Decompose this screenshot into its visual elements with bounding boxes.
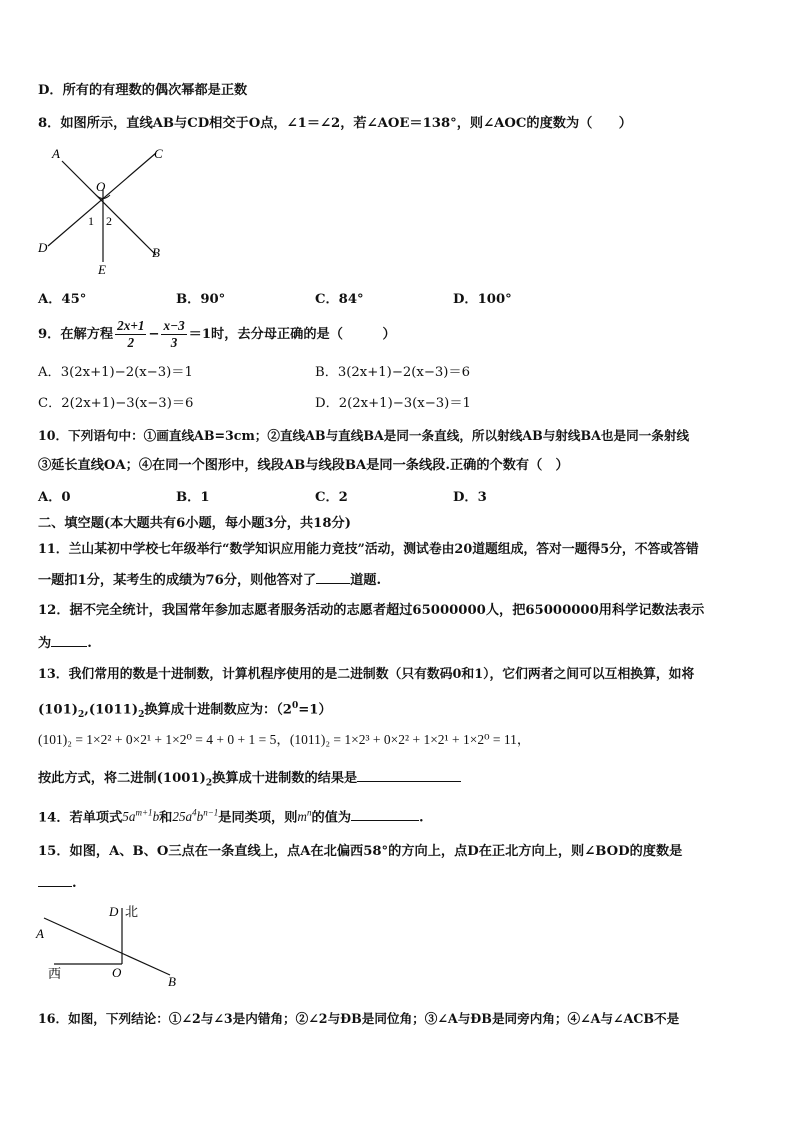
label-a: A [36,926,44,941]
q14-m2b-sup: n−1 [203,808,219,818]
q14-m2b: b [196,809,204,825]
q7-option-d: D．所有的有理数的偶次幂都是正数 [38,83,248,98]
q13-line-4 [38,769,461,793]
q11-answer-blank[interactable] [316,571,350,584]
q15-period: . [72,876,77,891]
label-a: A [52,146,60,161]
q14-m2: 25a [172,809,193,825]
q15-line-1: 15．如图，A、B、O三点在一条直线上，点A在北偏西58°的方向上，点D在正北方向上，则∠BOD的度数是 [38,844,683,859]
q10-option-c: C．2 [315,490,348,505]
label-d: D [38,240,48,255]
q10-line-1: 10．下列语句中：①画直线AB=3cm；②直线AB与直线BA是同一条直线，所以射线AB与射线BA也是同一条射线 [38,428,690,443]
q14-m3-sup: n [306,808,312,818]
q13-answer-blank[interactable] [357,769,461,782]
label-o: O [96,179,106,194]
q14-m1b: b [152,809,160,825]
q11-line-2-a: 一题扣1分，某考生的成绩为76分，则他答对了 [38,573,317,588]
q8-option-b: B．90° [176,292,226,307]
q14-m1-sup: m+1 [135,808,153,818]
label-north: 北 [125,904,139,919]
q14-monomial-2 [172,809,218,824]
q16-line-1: 16．如图，下列结论：①∠2与∠3是内错角；②∠2与ÐB是同位角；③∠A与ÐB是同旁内角；④∠A与∠ACB不是 [38,1011,680,1026]
q13-l2-d: =1） [298,702,332,718]
section-2-heading: 二、填空题(本大题共有6小题，每小题3分，共18分) [38,516,351,531]
q9-fraction-1 [115,318,146,351]
q9-stem-prefix: 9．在解方程 [38,327,114,342]
q9-stem-suffix: ＝1时，去分母正确的是（ ） [188,327,396,342]
q8-option-a: A．45° [38,292,87,307]
q10-option-a: A．0 [38,490,71,505]
q8-option-d: D．100° [453,292,512,307]
q14-m3: m [297,809,307,825]
q13-formula: (101)₂ = 1×2² + 0×2¹ + 1×2⁰ = 4 + 0 + 1 = 5，(1011)₂ = 1×2³ + 0×2² + 1×2¹ + 1×2⁰ = 11， [38,732,531,747]
q12-line-2-a: 为 [38,636,52,651]
q8-figure [30,140,190,280]
q13-l2-a: (101) [38,702,79,718]
q14-m1: 5a [122,809,136,825]
q15-line-2 [38,874,77,893]
q9-frac1-den: 2 [127,335,135,350]
q15-figure [30,898,190,994]
q8-stem: 8．如图所示，直线AB与CD相交于O点，∠1＝∠2，若∠AOE＝138°，则∠AOC的度数为（ ） [38,116,632,131]
q9-minus: − [148,327,160,342]
line-ab [62,161,156,255]
line-ab [44,918,170,975]
q11-line-2-b: 道题. [350,573,382,588]
q13-l2-c: 换算成十进制数应为：（2 [144,702,292,718]
q9-fraction-2 [161,318,186,351]
q13-l4-b: 换算成十进制数的结果是 [212,771,358,786]
q13-l2-b: ,(1011) [84,702,139,718]
q12-line-2-b: . [87,636,92,651]
q11-line-2 [38,571,381,590]
q14-a: 14．若单项式 [38,810,123,826]
line-cd [48,153,156,246]
q9-stem [38,318,396,352]
q14-answer-blank[interactable] [351,808,419,821]
q14-monomial-1 [122,809,159,824]
label-d: D [109,904,119,919]
q14-e: . [419,810,424,826]
q14-b: 和 [159,810,173,826]
label-e: E [98,262,106,277]
q8-option-c: C．84° [315,292,364,307]
q9-option-c: C．2(2x+1)−3(x−3)＝6 [38,396,194,411]
q10-line-2: ③延长直线OA；④在同一个图形中，线段AB与线段BA是同一条线段.正确的个数有（ ） [38,458,569,473]
q9-option-d: D．2(2x+1)−3(x−3)＝1 [315,396,471,411]
q10-option-b: B．1 [176,490,210,505]
q14-m2-sup: 4 [192,808,197,818]
q14-d: 的值为 [311,810,352,826]
label-west: 西 [48,966,62,981]
label-o: O [112,965,122,980]
label-c: C [154,146,163,161]
q13-l4-sub: 2 [205,778,213,789]
q9-frac1-num: 2x+1 [117,318,145,333]
q14-c: 是同类项，则 [218,810,298,826]
q12-answer-blank[interactable] [51,634,87,647]
q12-line-2 [38,634,92,653]
q14-power [297,809,311,824]
q12-line-1: 12．据不完全统计，我国常年参加志愿者服务活动的志愿者超过65000000人，把65000000用科学记数法表示 [38,603,705,618]
q13-line-1: 13．我们常用的数是十进制数，计算机程序使用的是二进制数（只有数码0和1），它们两者之间可以互相换算，如将 [38,667,695,682]
q13-line-2 [38,697,332,724]
q9-frac2-den: 3 [170,335,178,350]
label-angle-1: 1 [88,214,94,228]
label-b: B [152,245,160,260]
label-b: B [168,974,176,989]
q9-frac2-num: x−3 [163,318,185,333]
q10-option-d: D．3 [453,490,487,505]
q13-l4-a: 按此方式，将二进制(1001) [38,771,206,786]
q9-option-a: A．3(2x+1)−2(x−3)＝1 [38,365,193,380]
q13-l2-sub2: 2 [138,710,145,721]
q9-option-b: B．3(2x+1)−2(x−3)＝6 [315,365,471,380]
q13-l2-sup: 0 [291,701,299,711]
q15-answer-blank[interactable] [38,874,72,887]
label-angle-2: 2 [106,214,112,228]
q11-line-1: 11．兰山某初中学校七年级举行“数学知识应用能力竞技”活动，测试卷由20道题组成，答对一题得5分，不答或答错 [38,542,699,557]
q13-l2-sub1: 2 [78,710,85,721]
q14-line [38,804,424,827]
